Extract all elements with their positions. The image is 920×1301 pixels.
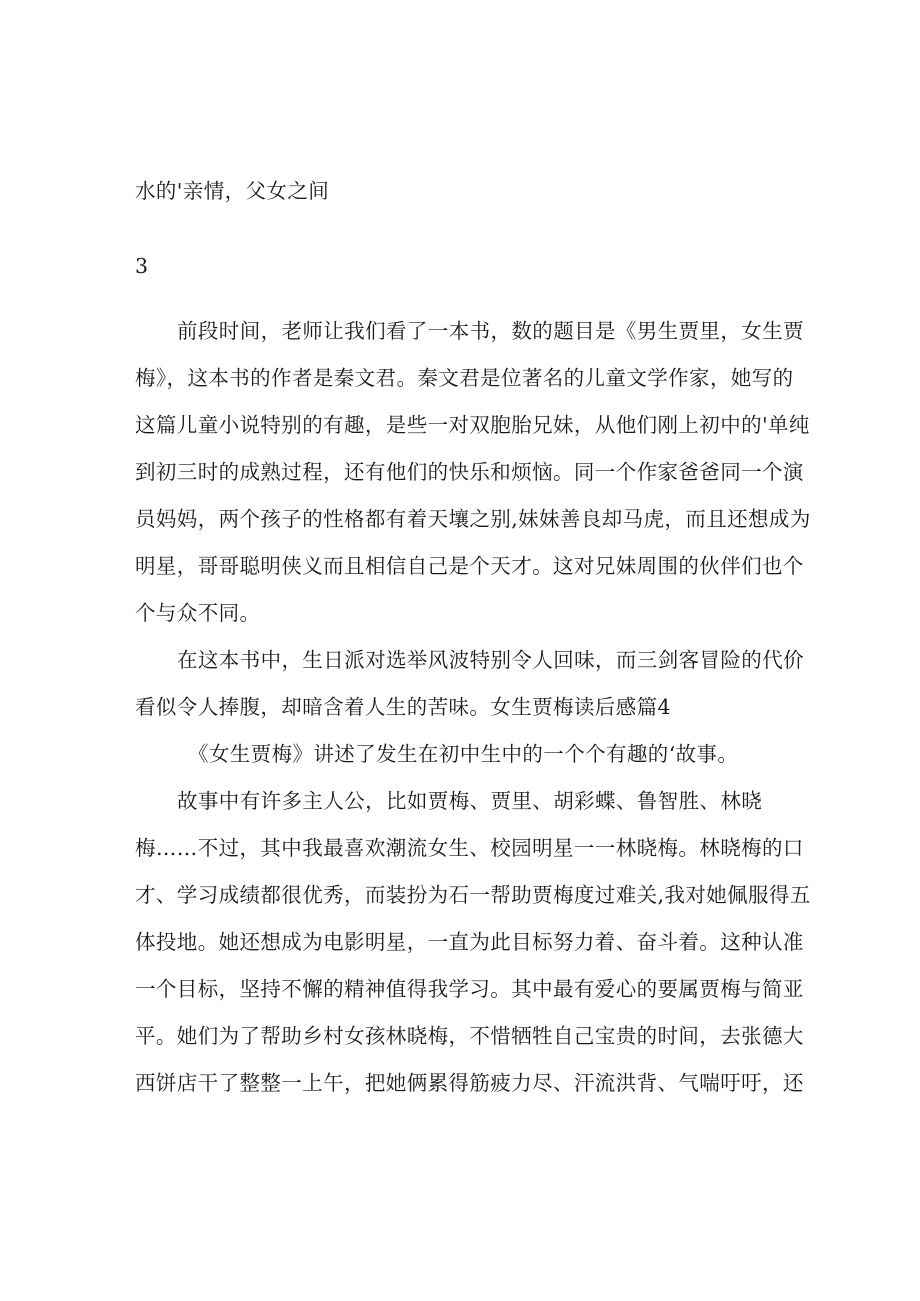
paragraph-4-line-4: 体投地。她还想成为电影明星，一直为此目标努力着、奋斗着。这种认准 [135, 930, 804, 954]
paragraph-1-line-2: 梅》，这本书的作者是秦文君。秦文君是位著名的儿童文学作家，她写的 [135, 366, 794, 390]
paragraph-2-line-2: 看似令人捧腹，却暗含着人生的苦味。女生贾梅读后感篇4 [135, 695, 671, 719]
paragraph-1-line-6: 明星，哥哥聪明侠义而且相信自己是个天才。这对兄妹周围的伙伴们也个 [135, 554, 804, 578]
paragraph-1-line-3: 这篇儿童小说特别的有趣，是些一对双胞胎兄妹，从他们刚上初中的'单纯 [135, 413, 810, 437]
paragraph-4-line-1: 故事中有许多主人公，比如贾梅、贾里、胡彩蝶、鲁智胜、林晓 [177, 789, 763, 813]
paragraph-4-line-3: 才、学习成绩都很优秀，而装扮为石一帮助贾梅度过难关,我对她佩服得五 [135, 883, 811, 907]
paragraph-3-line-1: 《女生贾梅》讲述了发生在初中生中的一个个有趣的‘故事。 [188, 742, 739, 766]
paragraph-4-line-7: 西饼店干了整整一上午，把她俩累得筋疲力尽、汗流洪背、气喘吁吁，还 [135, 1071, 804, 1095]
paragraph-1-line-1: 前段时间，老师让我们看了一本书，数的题目是《男生贾里，女生贾 [177, 319, 804, 343]
page-number: 3 [135, 254, 149, 278]
paragraph-4-line-5: 一个目标，坚持不懈的精神值得我学习。其中最有爱心的要属贾梅与简亚 [135, 977, 804, 1001]
paragraph-1-line-5: 员妈妈，两个孩子的性格都有着天壤之别,妹妹善良却马虎，而且还想成为 [135, 507, 811, 531]
paragraph-2-line-1: 在这本书中，生日派对选举风波特别令人回味，而三剑客冒险的代价 [177, 648, 804, 672]
text-line-fragment: 水的'亲情，父女之间 [135, 179, 330, 203]
paragraph-1-line-4: 到初三时的成熟过程，还有他们的快乐和烦恼。同一个作家爸爸同一个演 [135, 460, 804, 484]
paragraph-4-line-6: 平。她们为了帮助乡村女孩林晓梅，不惜牺牲自己宝贵的时间，去张德大 [135, 1024, 804, 1048]
paragraph-1-line-7: 个与众不同。 [135, 601, 261, 625]
paragraph-4-line-2: 梅……不过，其中我最喜欢潮流女生、校园明星一一林晓梅。林晓梅的口 [135, 836, 804, 860]
